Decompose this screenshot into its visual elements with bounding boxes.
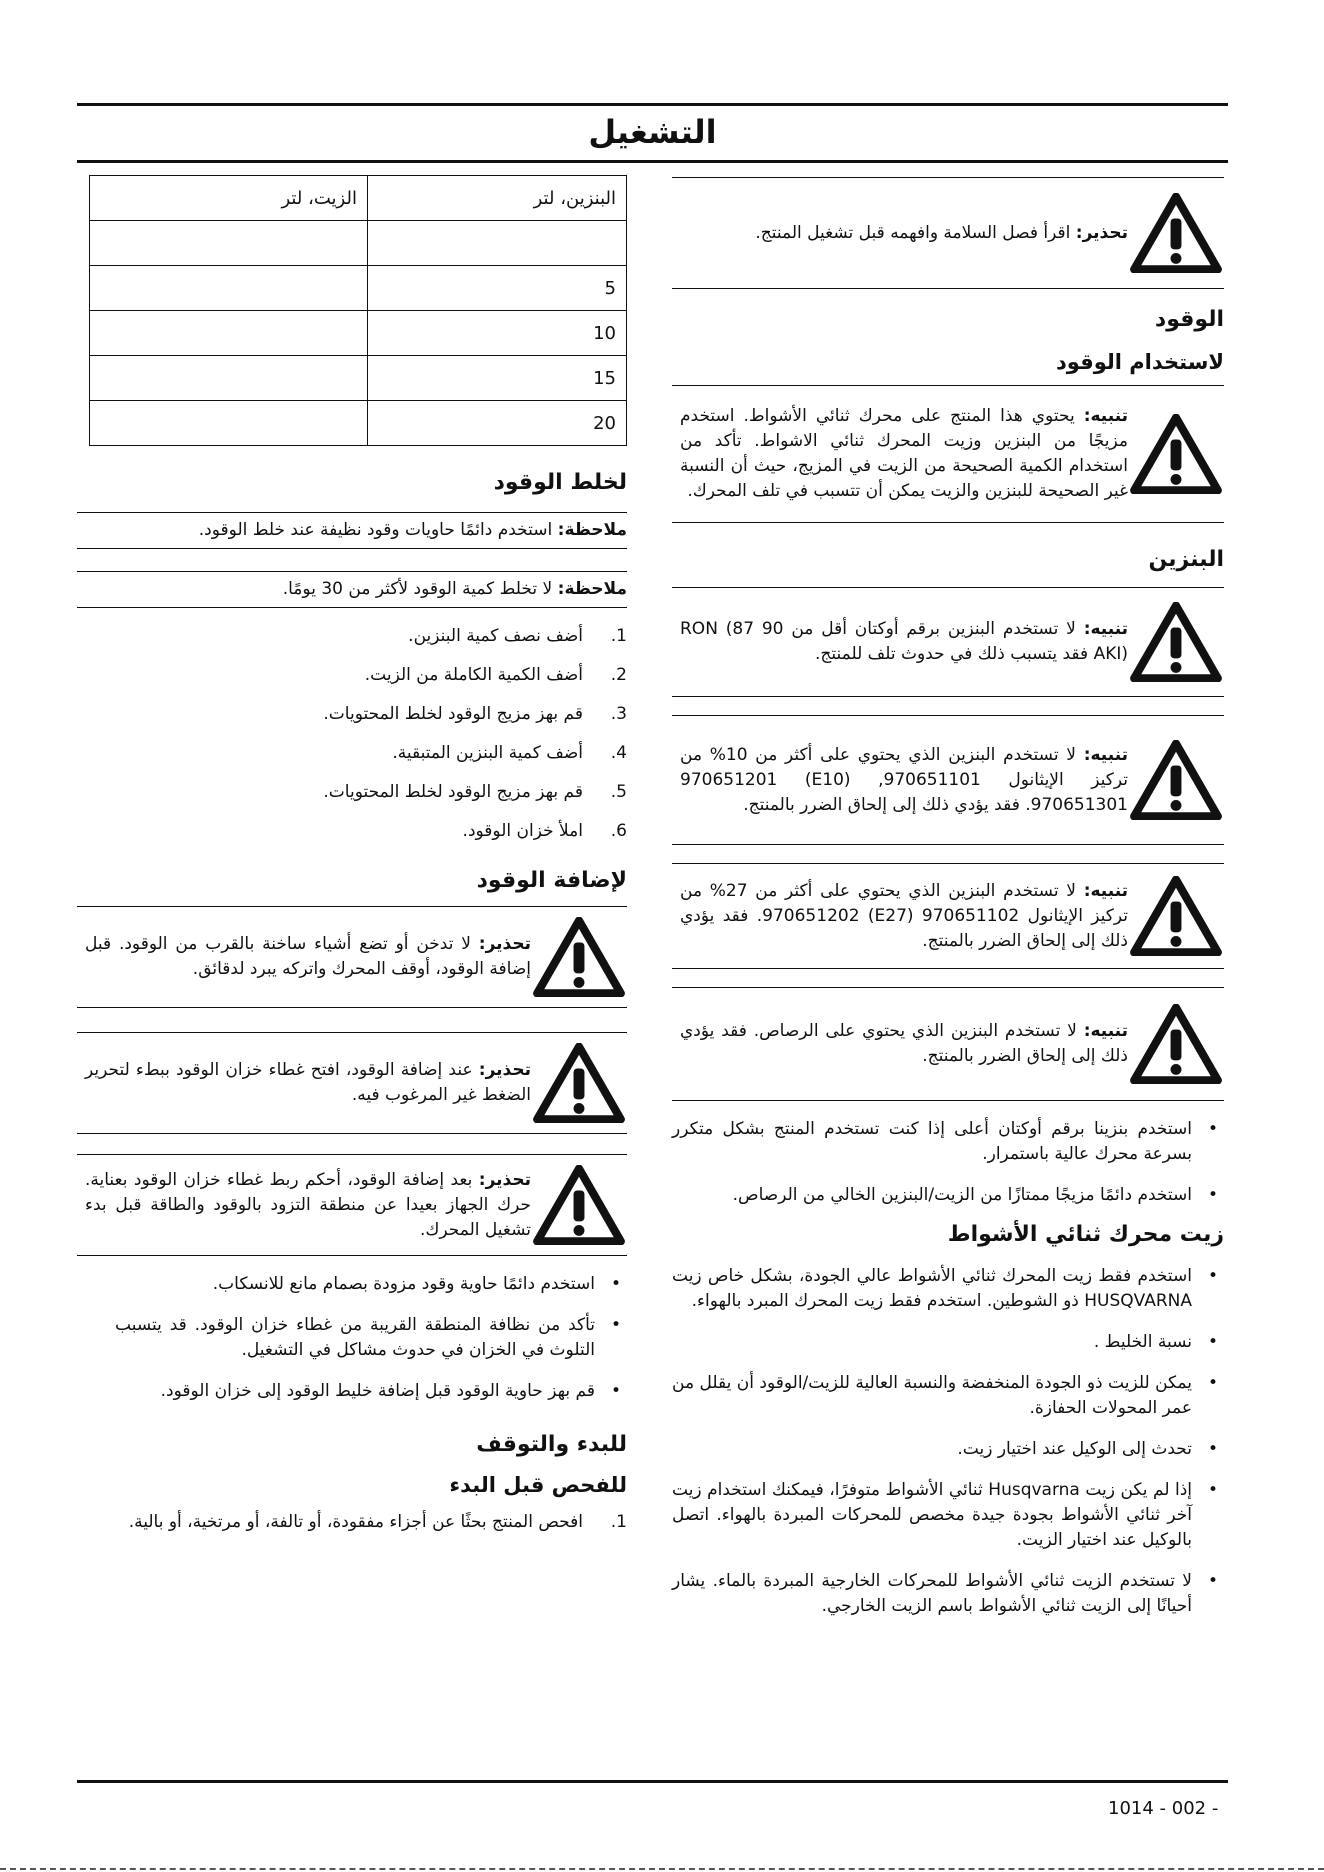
list-item: • استخدم بنزينا برقم أوكتان أعلى إذا كنت تستخدم المنتج بشكل متكرر بسرعة محرك عالية باستمرار. (672, 1117, 1224, 1167)
list-item: 6. املأ خزان الوقود. (462, 821, 627, 841)
caution-lead (672, 987, 1224, 1101)
section-heading-fuel: الوقود (1154, 307, 1224, 332)
warning-triangle-icon (531, 1162, 627, 1248)
note-clean-containers: ملاحظة: استخدم دائمًا حاويات وقود نظيفة عند خلط الوقود. (77, 512, 627, 549)
table-row (90, 311, 627, 356)
table-cell: 10 (367, 311, 626, 356)
caution-octane (672, 587, 1224, 697)
section-heading-two-stroke-oil: زيت محرك ثنائي الأشواط (947, 1222, 1224, 1247)
footer-rule (77, 1780, 1228, 1783)
precheck-steps-list (115, 1510, 627, 1535)
table-cell (90, 356, 368, 401)
table-cell (90, 221, 368, 266)
list-item: • إذا لم يكن زيت Husqvarna ثنائي الأشواط متوفرًا، فيمكنك استخدام زيت آخر ثنائي الأشواط بجودة جيدة مخصص للمحركات المبردة بالهواء. اتصل بالوكيل عند اختيار الزيت. (672, 1478, 1224, 1553)
list-item: 3. قم بهز مزيج الوقود لخلط المحتويات. (323, 704, 627, 724)
caution-text: تنبيه: لا تستخدم البنزين الذي يحتوي على الرصاص. فقد يؤدي ذلك إلى إلحاق الضرر بالمنتج. (680, 1021, 1128, 1066)
warning-close-cap (77, 1154, 627, 1256)
list-item: 5. قم بهز مزيج الوقود لخلط المحتويات. (323, 782, 627, 802)
table-cell: 15 (367, 356, 626, 401)
list-item: 4. أضف كمية البنزين المتبقية. (392, 743, 627, 763)
warning-text: تحذير: لا تدخن أو تضع أشياء ساخنة بالقرب من الوقود. قبل إضافة الوقود، أوقف المحرك واتركه يبرد لدقائق. (85, 934, 531, 979)
list-item: • استخدم دائمًا مزيجًا ممتازًا من الزيت/البنزين الخالي من الرصاص. (672, 1183, 1224, 1208)
list-item: • نسبة الخليط . (672, 1330, 1224, 1355)
caution-text: تنبيه: لا تستخدم البنزين الذي يحتوي على أكثر من 27% من تركيز الإيثانول 970651102 (E27) 970651202. فقد يؤدي ذلك إلى إلحاق الضرر بالمنتج. (680, 880, 1129, 951)
list-item: • تحدث إلى الوكيل عند اختيار زيت. (672, 1437, 1224, 1462)
table-header-row (90, 176, 627, 221)
left-column (77, 175, 627, 1549)
list-item: • يمكن للزيت ذو الجودة المنخفضة والنسبة العالية للزيت/الوقود أن يقلل من عمر المحولات الحفازة. (672, 1371, 1224, 1421)
warning-triangle-icon (1128, 873, 1224, 959)
page-number: 1014 - 002 - (1108, 1798, 1219, 1819)
table-cell (90, 311, 368, 356)
table-row (90, 356, 627, 401)
section-heading-start-stop: للبدء والتوقف (476, 1432, 627, 1457)
table-header-oil: الزيت، لتر (90, 176, 368, 221)
mix-steps-list (77, 624, 627, 844)
caution-e10 (672, 715, 1224, 845)
page-title: التشغيل (588, 113, 717, 151)
subheading-precheck: للفحص قبل البدء (449, 1473, 627, 1497)
warning-read-safety (672, 177, 1224, 289)
list-item: • لا تستخدم الزيت ثنائي الأشواط للمحركات الخارجية المبردة بالماء. يشار أحيانًا إلى الزيت ثنائي الأشواط باسم الزيت الخارجي. (672, 1569, 1224, 1619)
warning-text: تحذير: بعد إضافة الوقود، أحكم ربط غطاء خزان الوقود بعناية. حرك الجهاز بعيدا عن منطقة التزود بالوقود والطاقة قبل بدء تشغيل المحرك. (85, 1169, 531, 1240)
caution-two-stroke (672, 385, 1224, 523)
caution-text: تنبيه: لا تستخدم البنزين الذي يحتوي على أكثر من 10% من تركيز الإيثانول 970651101, (E10) 970651201 970651301. فقد يؤدي ذلك إلى إلحاق الضرر بالمنتج. (680, 744, 1129, 815)
list-item: 2. أضف الكمية الكاملة من الزيت. (364, 665, 627, 685)
table-cell (367, 221, 626, 266)
warning-triangle-icon (1128, 737, 1224, 823)
warning-triangle-icon (531, 914, 627, 1000)
table-cell (90, 401, 368, 446)
warning-text: تحذير: اقرأ فصل السلامة وافهمه قبل تشغيل المنتج. (755, 222, 1128, 243)
subheading-fuel-use: لاستخدام الوقود (1056, 350, 1224, 374)
warning-triangle-icon (531, 1040, 627, 1126)
fuel-mix-table (89, 175, 627, 446)
add-fuel-bullet-list (115, 1272, 627, 1404)
table-row (90, 401, 627, 446)
section-heading-mix-fuel: لخلط الوقود (493, 470, 627, 495)
caution-text: تنبيه: يحتوي هذا المنتج على محرك ثنائي الأشواط. استخدم مزيجًا من البنزين وزيت المحرك ثنائي الاشواط. تأكد من استخدام الكمية الصحيحة من الزيت في المزيج، حيث أن النسبة غير الصحيحة للبنزين والزيت يمكن أن تتسبب في تلف المحرك. (680, 406, 1129, 501)
warning-triangle-icon (1128, 411, 1224, 497)
caution-text: تنبيه: لا تستخدم البنزين برقم أوكتان أقل من 90 RON (87 AKI) فقد يتسبب ذلك في حدوث تلف للمنتج. (680, 619, 1129, 664)
list-item: 1. افحص المنتج بحثًا عن أجزاء مفقودة، أو تالفة، أو مرتخية، أو بالية. (128, 1512, 627, 1532)
petrol-bullet-list (672, 1117, 1224, 1208)
oil-bullet-list (672, 1264, 1224, 1619)
list-item: • تأكد من نظافة المنطقة القريبة من غطاء خزان الوقود. قد يتسبب التلوث في الخزان في حدوث مشاكل في التشغيل. (115, 1313, 627, 1363)
warning-triangle-icon (1128, 1001, 1224, 1087)
warning-no-smoking (77, 906, 627, 1008)
table-header-petrol: البنزين، لتر (367, 176, 626, 221)
table-cell (90, 266, 368, 311)
page-title-bar (77, 103, 1228, 163)
list-item: • استخدم فقط زيت المحرك ثنائي الأشواط عالي الجودة، بشكل خاص زيت HUSQVARNA ذو الشوطين. استخدم فقط زيت المحرك المبرد بالهواء. (672, 1264, 1224, 1314)
list-item: • قم بهز حاوية الوقود قبل إضافة خليط الوقود إلى خزان الوقود. (115, 1379, 627, 1404)
section-heading-add-fuel: لإضافة الوقود (476, 868, 627, 893)
warning-triangle-icon (1128, 190, 1224, 276)
warning-open-cap (77, 1032, 627, 1134)
warning-triangle-icon (1128, 599, 1224, 685)
page-edge-dashed-line (0, 1868, 1324, 1870)
section-heading-petrol: البنزين (1148, 547, 1224, 572)
list-item: 1. أضف نصف كمية البنزين. (408, 626, 627, 646)
list-item: • استخدم دائمًا حاوية وقود مزودة بصمام مانع للانسكاب. (115, 1272, 627, 1297)
right-column (672, 175, 1224, 1635)
warning-text: تحذير: عند إضافة الوقود، افتح غطاء خزان الوقود ببطء لتحرير الضغط غير المرغوب فيه. (85, 1060, 531, 1105)
table-row (90, 266, 627, 311)
table-row (90, 221, 627, 266)
table-cell: 20 (367, 401, 626, 446)
table-cell: 5 (367, 266, 626, 311)
caution-e27 (672, 863, 1224, 969)
note-30-days: ملاحظة: لا تخلط كمية الوقود لأكثر من 30 يومًا. (77, 571, 627, 608)
